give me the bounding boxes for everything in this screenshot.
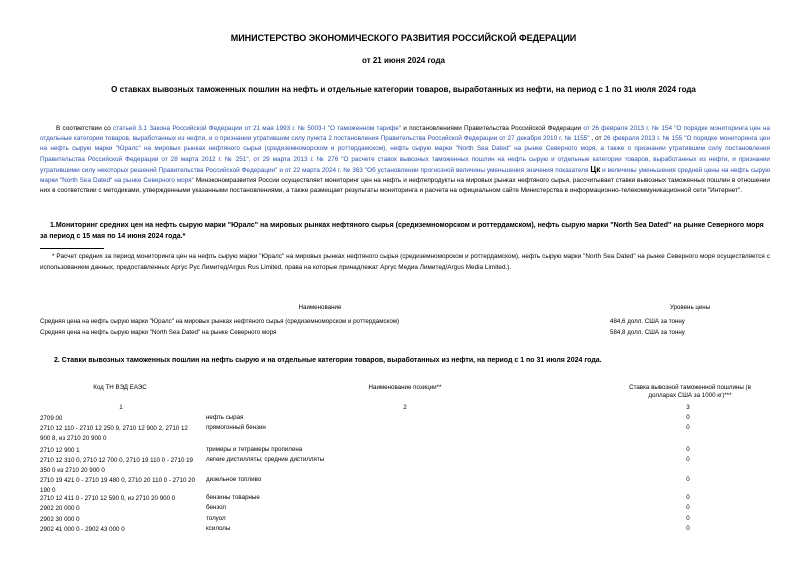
column-number-3: 3 [686,404,690,411]
tnved-code: 2709 00 [40,415,63,422]
table-row [40,329,770,340]
header-name: Наименование позиции** [368,384,442,391]
duty-rate: 0 [686,494,690,501]
position-name: бензол [206,504,227,511]
section-1-title: 1.Мониторинг средних цен на нефть сырую марки "Юралс" на мировых рынках нефтяного сырья (средиземноморском и роттердамском), нефть сырую марки "North Sea Dated" на рынке Северного моря за период с 15 мая по 14 июня 2024 года.* [40,222,764,240]
position-name: дизельное топливо [206,476,262,483]
document-subject: О ставках вывозных таможенных пошлин на нефть и отдельные категории товаров, выработанных из нефти, на период с 1 по 31 июля 2024 года [111,85,696,94]
tnved-code: 2902 30 000 0 [40,516,80,523]
tnved-code: 2710 19 421 0 - 2710 19 480 0, 2710 20 110 0 - 2710 20 190 0 [40,477,196,494]
duty-rate: 0 [686,515,690,522]
header-code: Код ТН ВЭД ЕАЭС [93,384,147,391]
price-value: 584,8 долл. США за тонну [610,329,685,336]
duty-rate: 0 [686,446,690,453]
resolution-link-154[interactable]: от 26 февраля 2013 г. № 154 "О порядке мониторинга цен на отдельные категории товаров, выработанных из нефти, и о признании утратившим силу пункта 2 постановления Правительства Российской Федерации от 27 декабря 2010 г. № 1155" [40,125,770,143]
duty-rate: 0 [686,525,690,532]
tnved-code: 2902 20 000 0 [40,505,80,512]
intro-text-2: и постановлениями Правительства Российской Федерации [401,125,584,132]
position-name: прямогонный бензин [206,424,266,431]
footnote: * Расчет средних за период мониторинга цен на нефть сырую марки "Юралс" на мировых рынках нефтяного сырья (средиземноморском и роттердамском), нефть сырую марки "North Sea Dated" на рынке Северного моря осуществляется с использованием данных, предоставленных Аргус Рус Лимитед/Argus Rus Limited, права на которые принадлежат Аргус Медиа Лимитед/Argus Media Limited.). [40,253,770,271]
formula-ck: Цк [590,164,601,174]
price-name: Средняя цена на нефть сырую марки "Юралс" на мировых рынках нефтяного сырья (средиземноморском и роттердамском) [40,318,400,325]
prices-header-name: Наименование [298,304,342,311]
table-row [40,318,770,329]
duty-rate: 0 [686,476,690,483]
price-name: Средняя цена на нефть сырую марки "North Sea Dated" на рынке Северного моря [40,329,277,336]
column-number-2: 2 [403,404,407,411]
column-number-1: 1 [119,404,123,411]
position-name: ксилолы [206,525,231,532]
position-name: толуол [206,515,226,522]
intro-text-4: Минэкономразвития России осуществляет мониторинг цен на нефть и нефтепродукты на мировых рынках нефтяного сырья, рассчитывает ставки вывозных таможенных пошлин в отношении них в соответствии с методиками, утвержденными указанными постановлениями, а также размещает результаты мониторинга и расчета на официальном сайте Министерства в информационно-телекоммуникационной сети "Интернет". [40,177,771,195]
footnote-divider [40,248,104,249]
document-date: от 21 июня 2024 года [362,56,445,65]
resolution-link-363[interactable]: и величины уменьшения средней цены на нефть сырую марки "North Sea Dated" на рынке Северного моря" [40,166,771,185]
ministry-title: МИНИСТЕРСТВО ЭКОНОМИЧЕСКОГО РАЗВИТИЯ РОССИЙСКОЙ ФЕДЕРАЦИИ [230,33,577,43]
position-name: нефть сырая [206,414,244,421]
law-link-3-1[interactable]: статьей 3.1 Закона Российской Федерации от 21 мая 1993 г. № 5003-I "О таможенном тарифе" [113,125,402,132]
header-rate: Ставка вывозной таможенной пошлины (в долларах США за 1000 кг)*** [629,384,751,399]
intro-text-3: , от [589,135,604,143]
position-name: тримеры и тетрамеры пропилена [206,446,303,453]
tnved-code: 2710 12 900 1 [40,447,80,454]
duty-rate: 0 [686,424,690,431]
intro-text-1: В соответствии со [56,125,114,132]
position-name: легкие дистилляты; средние дистилляты [206,456,325,463]
duty-rate: 0 [686,504,690,511]
tnved-code: 2710 12 310 0, 2710 12 700 0, 2710 19 110 0 - 2710 19 350 0 из 2710 20 900 0 [40,457,193,474]
resolution-link-155[interactable]: 26 февраля 2013 г. № 155 "О порядке мониторинга цен на нефть сырую марки "Юралс" на мировых рынках нефтяного сырья (средиземноморском и роттердамском), нефть сырую марки "North Sea Dated" на рынке Северного моря, а также о признании утратившим силу постановления Правительства Российской Федерации от 28 марта 2012 г. № 251", от 29 марта 2013 г. № 276 "О расчете ставок вывозных таможенных пошлин на нефть сырую и отдельные категории товаров, выработанных из нефти, и признании утратившими силу некоторых решений Правительства Российской Федерации" и от 22 марта 2024 г. № 363 "Об установлении прогнозной величины уменьшения значения показателя [40,135,770,174]
tnved-code: 2710 12 411 0 - 2710 12 590 0, из 2710 20 900 0 [40,495,176,502]
tnved-code: 2710 12 110 - 2710 12 250 9, 2710 12 900 2, 2710 12 900 8, из 2710 20 900 0 [40,425,188,442]
section-2-title: 2. Ставки вывозных таможенных пошлин на нефть сырую и на отдельные категории товаров, выработанных из нефти, на период с 1 по 31 июля 2024 года. [54,357,602,364]
duty-rate: 0 [686,456,690,463]
intro-paragraph [40,124,770,196]
duty-rate: 0 [686,414,690,421]
price-value: 484,6 долл. США за тонну [610,318,685,325]
tnved-code: 2902 41 000 0 - 2902 43 000 0 [40,526,125,533]
position-name: бензины товарные [206,494,260,501]
prices-header-level: Уровень цены [669,304,711,311]
